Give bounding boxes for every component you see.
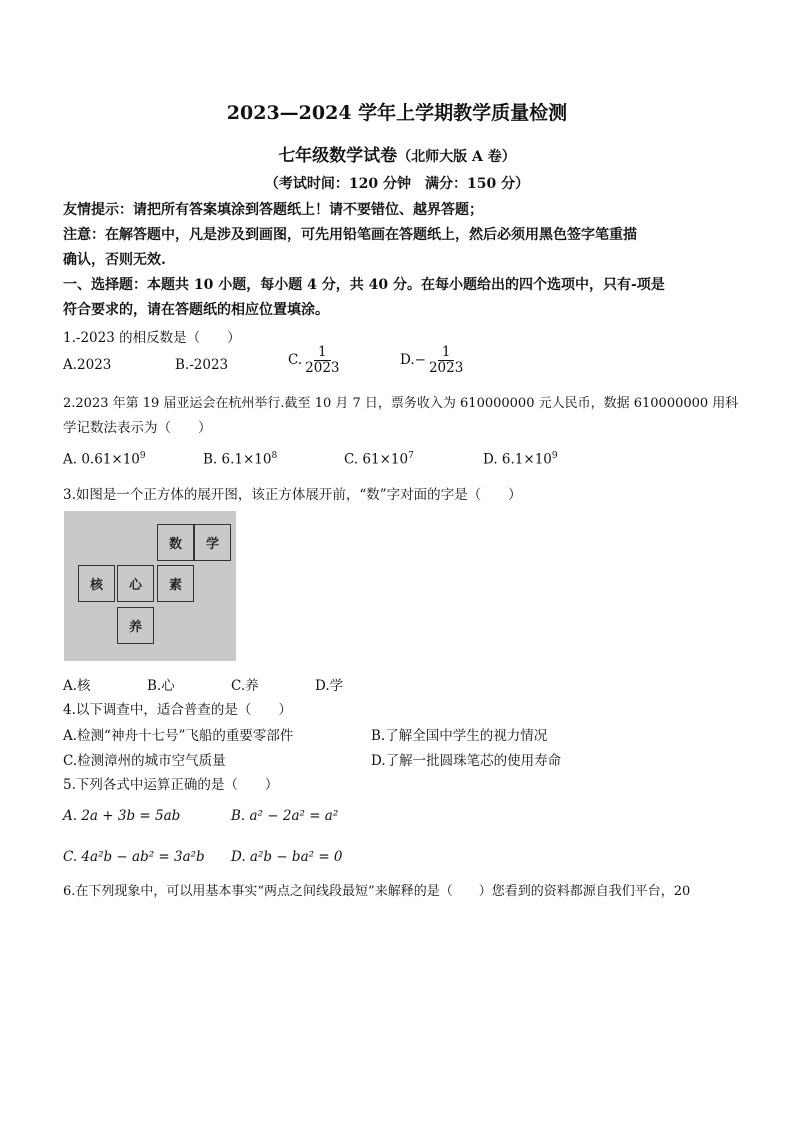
q1-option-b: B.-2023	[175, 357, 229, 373]
q1-option-c	[288, 345, 340, 376]
q1-d-fraction	[429, 345, 463, 376]
q4-option-d: D.了解一批圆珠笔芯的使用寿命	[371, 753, 562, 769]
question-2-stem-line-1: 2.2023 年第 19 届亚运会在杭州举行.截至 10 月 7 日，票务收入为 610000000 元人民币，数据 610000000 用科	[63, 396, 739, 411]
q1-d-prefix: D.−	[400, 351, 426, 368]
exam-info: （考试时间：120 分钟 满分：150 分）	[264, 176, 530, 192]
q3-option-b: B.心	[147, 678, 175, 694]
q5-option-c: C. 4a²b − ab² = 3a²b	[63, 849, 205, 865]
question-4-stem: 4.以下调查中，适合普查的是（ ）	[63, 702, 292, 718]
question-3-stem: 3.如图是一个正方体的展开图，该正方体展开前，“数”字对面的字是（ ）	[63, 487, 522, 503]
q5-option-d: D. a²b − ba² = 0	[231, 849, 343, 865]
q5-option-a: A. 2a + 3b = 5ab	[63, 808, 181, 824]
exam-subtitle	[0, 141, 794, 166]
section-heading-2: 符合要求的，请在答题纸的相应位置填涂。	[63, 302, 329, 318]
q2-option-a	[63, 451, 146, 468]
cube-face-xue: 学	[194, 524, 231, 561]
q3-option-a: A.核	[63, 678, 91, 694]
q2-option-b	[203, 451, 277, 468]
cube-face-xin: 心	[117, 565, 154, 602]
cube-net-figure	[64, 511, 236, 661]
q4-option-c: C.检测漳州的城市空气质量	[63, 753, 226, 769]
q2-c-exponent: 7	[408, 451, 414, 461]
attention-line-2: 确认，否则无效.	[63, 252, 166, 268]
q1-c-numerator: 1	[314, 345, 331, 361]
q1-d-denominator: 2023	[428, 359, 464, 376]
section-heading-1: 一、选择题：本题共 10 小题，每小题 4 分，共 40 分。在每小题给出的四个选项中，只有-项是	[63, 277, 665, 293]
q2-b-base: B. 6.1×10	[203, 451, 272, 468]
q2-b-exponent: 8	[271, 451, 278, 461]
q1-c-prefix: C.	[288, 351, 303, 368]
question-1-stem: 1.-2023 的相反数是（ ）	[63, 330, 241, 346]
question-6-stem: 6.在下列现象中，可以用基本事实“两点之间线段最短”来解释的是（ ）您看到的资料都源自我们平台，20	[63, 884, 691, 899]
q1-option-d	[400, 345, 463, 376]
q2-option-c	[344, 451, 414, 468]
cube-face-he: 核	[78, 565, 115, 602]
subtitle-main: 七年级数学试卷	[278, 146, 398, 166]
q2-d-exponent: 9	[551, 451, 558, 461]
q1-c-denominator: 2023	[305, 359, 340, 376]
q1-c-fraction	[305, 345, 339, 376]
q1-d-numerator: 1	[438, 345, 455, 361]
q2-d-base: D. 6.1×10	[483, 451, 552, 468]
q2-a-base: A. 0.61×10	[63, 451, 140, 468]
question-2-stem-line-2: 学记数法表示为（ ）	[63, 420, 212, 436]
cube-face-shu: 数	[157, 524, 194, 561]
friendly-tip: 友情提示：请把所有答案填涂到答题纸上！请不要错位、越界答题；	[63, 202, 483, 218]
attention-line-1: 注意：在解答题中，凡是涉及到画图，可先用铅笔画在答题纸上，然后必须用黑色签字笔重描	[63, 227, 637, 243]
exam-title: 2023—2024 学年上学期教学质量检测	[226, 102, 568, 124]
question-5-stem: 5.下列各式中运算正确的是（ ）	[63, 777, 279, 793]
q4-option-b: B.了解全国中学生的视力情况	[371, 728, 548, 744]
q3-option-c: C.养	[231, 678, 259, 694]
cube-face-su: 素	[157, 565, 194, 602]
cube-face-yang: 养	[117, 607, 154, 644]
q1-option-a: A.2023	[63, 357, 112, 373]
q5-option-b: B. a² − 2a² = a²	[231, 808, 339, 824]
q2-c-base: C. 61×10	[344, 451, 409, 468]
q2-a-exponent: 9	[139, 451, 146, 461]
q2-option-d	[483, 451, 558, 468]
q4-option-a: A.检测“神舟十七号”飞船的重要零部件	[63, 728, 294, 744]
q3-option-d: D.学	[315, 678, 344, 694]
subtitle-edition: （北师大版 A 卷）	[397, 149, 516, 165]
